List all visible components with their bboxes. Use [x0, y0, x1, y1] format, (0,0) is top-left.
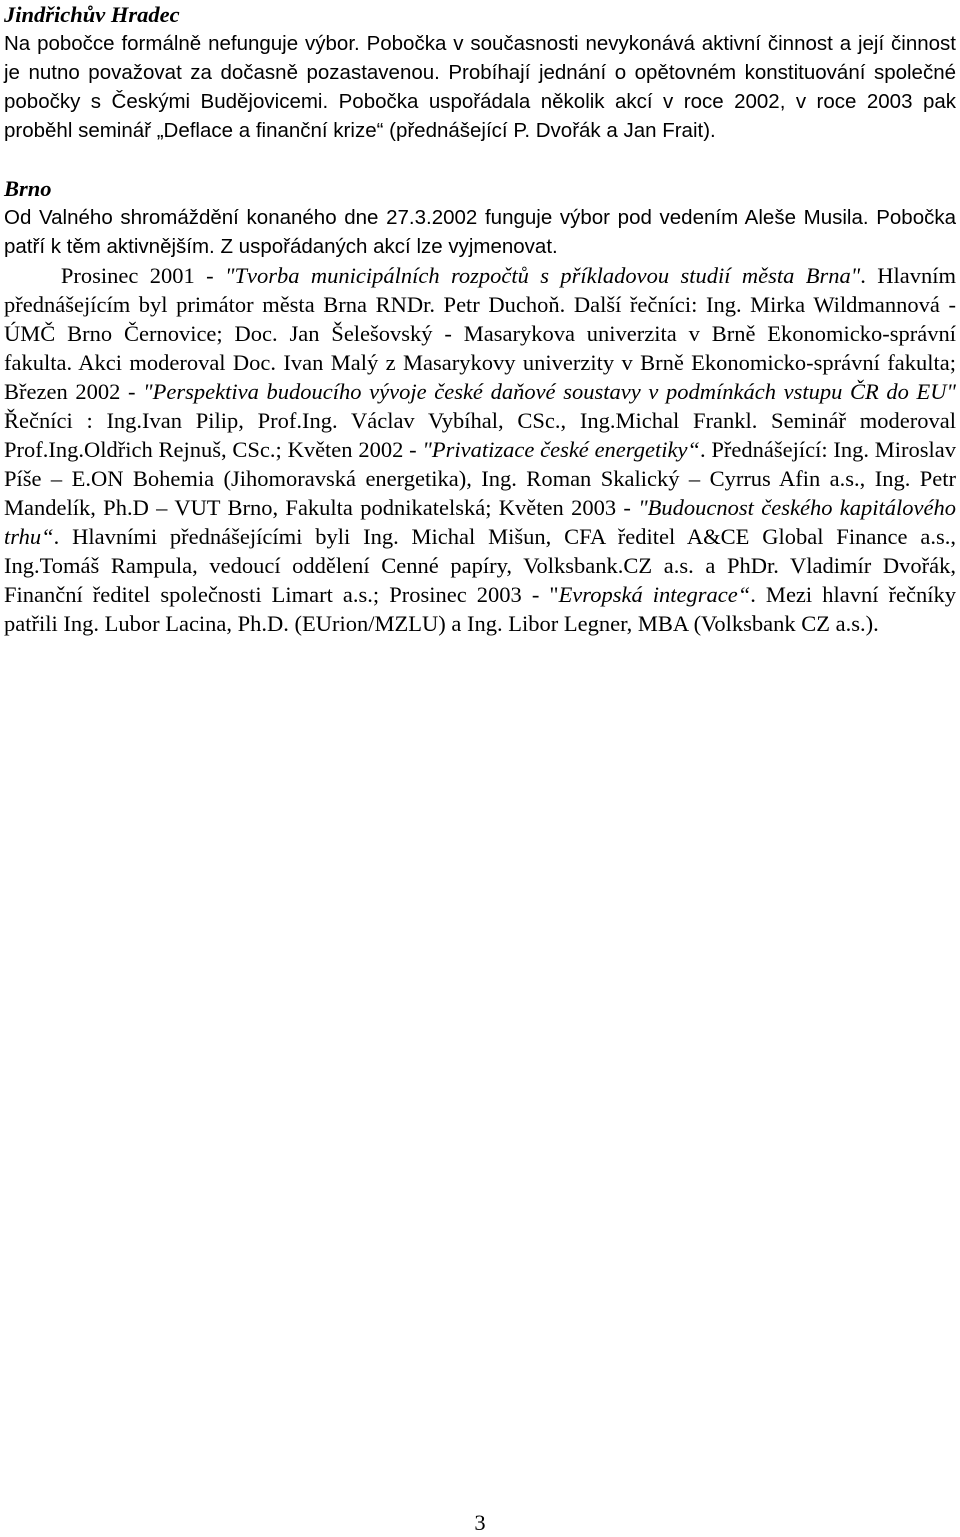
section-spacer: [4, 145, 956, 174]
text-run: Prosinec 2001 -: [60, 263, 226, 288]
event-title-tvorba: "Tvorba municipálních rozpočtů s příkladovou studií města Brna": [225, 263, 861, 288]
text-run: . Mezi hlavní řečníky patřili Ing. Lubor Lacina, Ph.D. (EUrion/MZLU) a Ing. Libor Legner, MBA (Volksbank CZ a.s.).: [4, 582, 956, 636]
text-run: Řečníci : Ing.Ivan Pilip, Prof.Ing. Václav Vybíhal, CSc., Ing.Michal Frankl. Seminář moderoval Prof.Ing.Oldřich Rejnuš, CSc.; Květen 2002 -: [4, 408, 956, 462]
section-heading-jindrichuv-hradec: Jindřichův Hradec: [4, 2, 180, 27]
text-run: . Přednášející: Ing. Miroslav Píše – E.ON Bohemia (Jihomoravská energetika), Ing. Roman Skalický – Cyrrus Afin a.s., Ing. Petr Mandelík, Ph.D – VUT Brno, Fakulta podnikatelská; Květen 2003 -: [4, 437, 956, 520]
event-title-budoucnost: "Budoucnost českého kapitálového trhu“: [4, 495, 956, 549]
page-number: 3: [474, 1510, 486, 1535]
paragraph-brno-events: [4, 261, 956, 638]
document-page: [4, 0, 956, 638]
section-heading-brno: Brno: [4, 176, 52, 201]
event-title-privatizace: "Privatizace české energetiky“: [422, 437, 700, 462]
event-title-evropska: Evropská integrace“: [558, 582, 751, 607]
text-run: . Hlavními přednášejícími byli Ing. Michal Mišun, CFA ředitel A&CE Global Finance a.s., Ing.Tomáš Rampula, vedoucí oddělení Cenné papíry, Volksbank.CZ a.s. a PhDr. Vladimír Dvořák, Finanční ředitel společnosti Limart a.s.; Prosinec 2003 - ": [4, 524, 956, 607]
paragraph-jindrichuv-hradec: Na pobočce formálně nefunguje výbor. Pobočka v současnosti nevykonává aktivní činnost a její činnost je nutno považovat za dočasně pozastavenou. Probíhají jednání o opětovném konstituování společné pobočky s Českými Budějovicemi. Pobočka uspořádala několik akcí v roce 2002, v roce 2003 pak proběhl seminář „Deflace a finanční krize“ (přednášející P. Dvořák a Jan Frait).: [4, 32, 956, 142]
text-run: . Hlavním přednášejícím byl primátor města Brna RNDr. Petr Duchoň. Další řečníci: Ing. Mirka Wildmannová - ÚMČ Brno Černovice; Doc. Jan Šelešovský - Masarykova univerzita v Brně Ekonomicko-správní fakulta. Akci moderoval Doc. Ivan Malý z Masarykovy univerzity v Brně Ekonomicko-správní fakulta; Březen 2002 -: [4, 263, 956, 404]
paragraph-brno-intro: Od Valného shromáždění konaného dne 27.3.2002 funguje výbor pod vedením Aleše Musila. Pobočka patří k těm aktivnějším. Z uspořádaných akcí lze vyjmenovat.: [4, 206, 956, 258]
event-title-perspektiva: "Perspektiva budoucího vývoje české daňové soustavy v podmínkách vstupu ČR do EU": [143, 379, 957, 404]
